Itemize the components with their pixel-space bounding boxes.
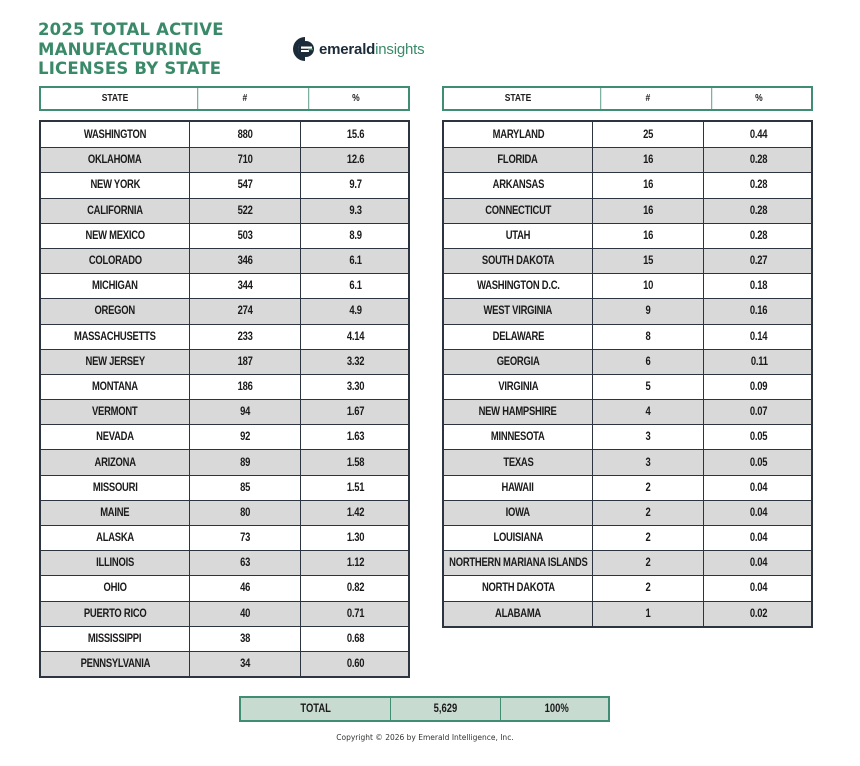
cell-percent: 0.05 <box>703 450 814 474</box>
cell-state: FLORIDA <box>497 154 539 167</box>
cell-percent: 0.60 <box>300 652 411 676</box>
cell-percent: 1.51 <box>300 476 411 500</box>
cell-state: SOUTH DAKOTA <box>481 255 555 268</box>
table-row <box>444 324 811 349</box>
table-row <box>41 147 408 172</box>
cell-count: 10 <box>592 274 703 298</box>
cell-state: COLORADO <box>88 255 142 268</box>
cell-state: MISSISSIPPI <box>88 632 142 645</box>
table-row <box>41 525 408 550</box>
cell-percent: 4.14 <box>300 325 411 349</box>
cell-percent: 0.16 <box>703 299 814 323</box>
right-table <box>442 120 813 628</box>
cell-state: VIRGINIA <box>498 380 538 393</box>
cell-count: 880 <box>189 122 300 147</box>
emerald-e-logo-icon <box>292 36 316 62</box>
cell-percent: 6.1 <box>300 249 411 273</box>
cell-count: 15 <box>592 249 703 273</box>
cell-percent: 0.18 <box>703 274 814 298</box>
cell-state: UTAH <box>505 229 531 242</box>
header-percent: % <box>308 88 402 109</box>
cell-percent: 12.6 <box>300 148 411 172</box>
header-state: STATE <box>504 93 532 104</box>
cell-state: ALABAMA <box>495 607 541 620</box>
cell-state: DELAWARE <box>492 330 544 343</box>
table-row <box>41 424 408 449</box>
cell-percent: 4.9 <box>300 299 411 323</box>
cell-count: 34 <box>189 652 300 676</box>
cell-count: 187 <box>189 350 300 374</box>
cell-state: MARYLAND <box>492 128 544 141</box>
logo-wordmark <box>319 41 424 58</box>
cell-count: 85 <box>189 476 300 500</box>
cell-count: 346 <box>189 249 300 273</box>
table-row <box>41 122 408 147</box>
cell-percent: 0.28 <box>703 199 814 223</box>
cell-count: 186 <box>189 375 300 399</box>
title-line-2: MANUFACTURING <box>38 39 203 59</box>
title-line-3: LICENSES BY STATE <box>38 59 222 78</box>
cell-count: 16 <box>592 173 703 197</box>
cell-state: WASHINGTON <box>83 128 147 141</box>
cell-percent: 1.42 <box>300 501 411 525</box>
table-row <box>444 223 811 248</box>
cell-state: PUERTO RICO <box>83 607 147 620</box>
cell-percent: 1.67 <box>300 400 411 424</box>
cell-state: IOWA <box>505 506 531 519</box>
cell-count: 63 <box>189 551 300 575</box>
cell-percent: 0.82 <box>300 576 411 600</box>
cell-count: 547 <box>189 173 300 197</box>
cell-count: 16 <box>592 199 703 223</box>
cell-percent: 0.02 <box>703 602 814 626</box>
cell-percent: 0.04 <box>703 576 814 600</box>
emerald-insights-logo <box>292 36 424 62</box>
cell-percent: 0.28 <box>703 173 814 197</box>
cell-percent: 0.07 <box>703 400 814 424</box>
cell-count: 1 <box>592 602 703 626</box>
logo-text-light: insights <box>375 40 425 58</box>
cell-state: NORTH DAKOTA <box>481 582 555 595</box>
table-row <box>444 349 811 374</box>
header-percent: % <box>711 88 805 109</box>
cell-state: MICHIGAN <box>92 280 138 293</box>
cell-count: 2 <box>592 501 703 525</box>
cell-percent: 3.32 <box>300 350 411 374</box>
cell-percent: 8.9 <box>300 224 411 248</box>
cell-percent: 3.30 <box>300 375 411 399</box>
cell-count: 92 <box>189 425 300 449</box>
cell-percent: 1.12 <box>300 551 411 575</box>
cell-state: WEST VIRGINIA <box>483 305 553 318</box>
cell-count: 4 <box>592 400 703 424</box>
cell-count: 9 <box>592 299 703 323</box>
cell-count: 40 <box>189 602 300 626</box>
cell-state: OKLAHOMA <box>88 154 142 167</box>
cell-count: 710 <box>189 148 300 172</box>
table-row <box>41 575 408 600</box>
cell-count: 3 <box>592 450 703 474</box>
cell-count: 233 <box>189 325 300 349</box>
table-row <box>444 147 811 172</box>
cell-count: 80 <box>189 501 300 525</box>
cell-count: 6 <box>592 350 703 374</box>
cell-count: 2 <box>592 476 703 500</box>
cell-state: NEVADA <box>96 431 134 444</box>
cell-state: NEW MEXICO <box>85 229 145 242</box>
cell-state: NEW HAMPSHIRE <box>478 406 557 419</box>
header-count: # <box>600 88 694 109</box>
cell-state: NEW JERSEY <box>85 355 145 368</box>
cell-state: ALASKA <box>96 532 134 545</box>
cell-percent: 9.7 <box>300 173 411 197</box>
table-row <box>444 575 811 600</box>
table-row <box>444 500 811 525</box>
cell-state: MASSACHUSETTS <box>74 330 156 343</box>
cell-percent: 1.63 <box>300 425 411 449</box>
total-count: 5,629 <box>390 698 500 720</box>
cell-count: 25 <box>592 122 703 147</box>
logo-text-bold: emerald <box>319 40 376 58</box>
table-row <box>444 449 811 474</box>
cell-count: 2 <box>592 576 703 600</box>
cell-percent: 6.1 <box>300 274 411 298</box>
table-row <box>444 172 811 197</box>
cell-count: 8 <box>592 325 703 349</box>
cell-percent: 0.28 <box>703 224 814 248</box>
table-row <box>444 399 811 424</box>
cell-percent: 1.30 <box>300 526 411 550</box>
cell-count: 3 <box>592 425 703 449</box>
table-row <box>41 198 408 223</box>
table-row <box>41 324 408 349</box>
table-row <box>41 349 408 374</box>
table-row <box>41 500 408 525</box>
cell-count: 503 <box>189 224 300 248</box>
table-row <box>41 651 408 676</box>
cell-percent: 0.68 <box>300 627 411 651</box>
cell-state: ILLINOIS <box>96 557 134 570</box>
cell-count: 5 <box>592 375 703 399</box>
cell-state: WASHINGTON D.C. <box>476 280 560 293</box>
header-count: # <box>197 88 291 109</box>
cell-percent: 1.58 <box>300 450 411 474</box>
table-row <box>41 223 408 248</box>
page-title <box>38 20 224 79</box>
cell-state: ARKANSAS <box>492 179 544 192</box>
cell-percent: 0.05 <box>703 425 814 449</box>
cell-percent: 0.71 <box>300 602 411 626</box>
total-row <box>239 696 610 722</box>
table-row <box>41 601 408 626</box>
cell-state: PENNSYLVANIA <box>80 658 150 671</box>
table-row <box>41 374 408 399</box>
table-row <box>41 273 408 298</box>
table-row <box>444 298 811 323</box>
cell-state: NEW YORK <box>90 179 140 192</box>
cell-count: 2 <box>592 551 703 575</box>
cell-count: 522 <box>189 199 300 223</box>
cell-percent: 0.27 <box>703 249 814 273</box>
cell-percent: 0.04 <box>703 526 814 550</box>
cell-percent: 0.04 <box>703 476 814 500</box>
cell-percent: 0.44 <box>703 122 814 147</box>
right-table-header <box>442 86 813 111</box>
cell-percent: 9.3 <box>300 199 411 223</box>
title-line-1: 2025 TOTAL ACTIVE <box>38 20 224 39</box>
table-row <box>41 248 408 273</box>
cell-percent: 15.6 <box>300 122 411 147</box>
cell-state: MAINE <box>100 506 130 519</box>
left-table <box>39 120 410 678</box>
cell-percent: 0.04 <box>703 501 814 525</box>
cell-state: OREGON <box>94 305 136 318</box>
cell-count: 73 <box>189 526 300 550</box>
cell-count: 94 <box>189 400 300 424</box>
cell-state: MISSOURI <box>92 481 138 494</box>
cell-count: 344 <box>189 274 300 298</box>
table-row <box>444 475 811 500</box>
copyright: Copyright © 2026 by Emerald Intelligence, Inc. <box>336 733 514 742</box>
total-percent: 100% <box>500 698 612 720</box>
cell-state: LOUISIANA <box>493 532 543 545</box>
table-row <box>444 424 811 449</box>
left-table-header <box>39 86 410 111</box>
table-row <box>41 399 408 424</box>
cell-state: CALIFORNIA <box>87 204 143 217</box>
table-row <box>41 172 408 197</box>
table-row <box>41 449 408 474</box>
cell-percent: 0.11 <box>703 350 814 374</box>
cell-state: VERMONT <box>92 406 138 419</box>
cell-percent: 0.04 <box>703 551 814 575</box>
table-row <box>444 525 811 550</box>
table-row <box>444 374 811 399</box>
table-row <box>41 550 408 575</box>
cell-percent: 0.09 <box>703 375 814 399</box>
header-state: STATE <box>101 93 129 104</box>
cell-state: MINNESOTA <box>491 431 545 444</box>
cell-count: 38 <box>189 627 300 651</box>
cell-state: NORTHERN MARIANA ISLANDS <box>448 557 588 570</box>
cell-count: 274 <box>189 299 300 323</box>
cell-count: 16 <box>592 148 703 172</box>
cell-state: GEORGIA <box>496 355 540 368</box>
cell-count: 2 <box>592 526 703 550</box>
table-row <box>444 550 811 575</box>
table-row <box>444 248 811 273</box>
cell-state: MONTANA <box>92 380 138 393</box>
table-row <box>41 298 408 323</box>
table-row <box>444 601 811 626</box>
cell-percent: 0.28 <box>703 148 814 172</box>
cell-count: 46 <box>189 576 300 600</box>
cell-state: CONNECTICUT <box>485 204 551 217</box>
table-row <box>444 198 811 223</box>
table-row <box>41 626 408 651</box>
cell-state: OHIO <box>103 582 127 595</box>
table-row <box>444 122 811 147</box>
table-row <box>41 475 408 500</box>
cell-count: 16 <box>592 224 703 248</box>
cell-state: HAWAII <box>501 481 535 494</box>
cell-percent: 0.14 <box>703 325 814 349</box>
cell-state: TEXAS <box>502 456 534 469</box>
table-row <box>444 273 811 298</box>
total-label: TOTAL <box>300 703 331 715</box>
cell-count: 89 <box>189 450 300 474</box>
cell-state: ARIZONA <box>94 456 136 469</box>
